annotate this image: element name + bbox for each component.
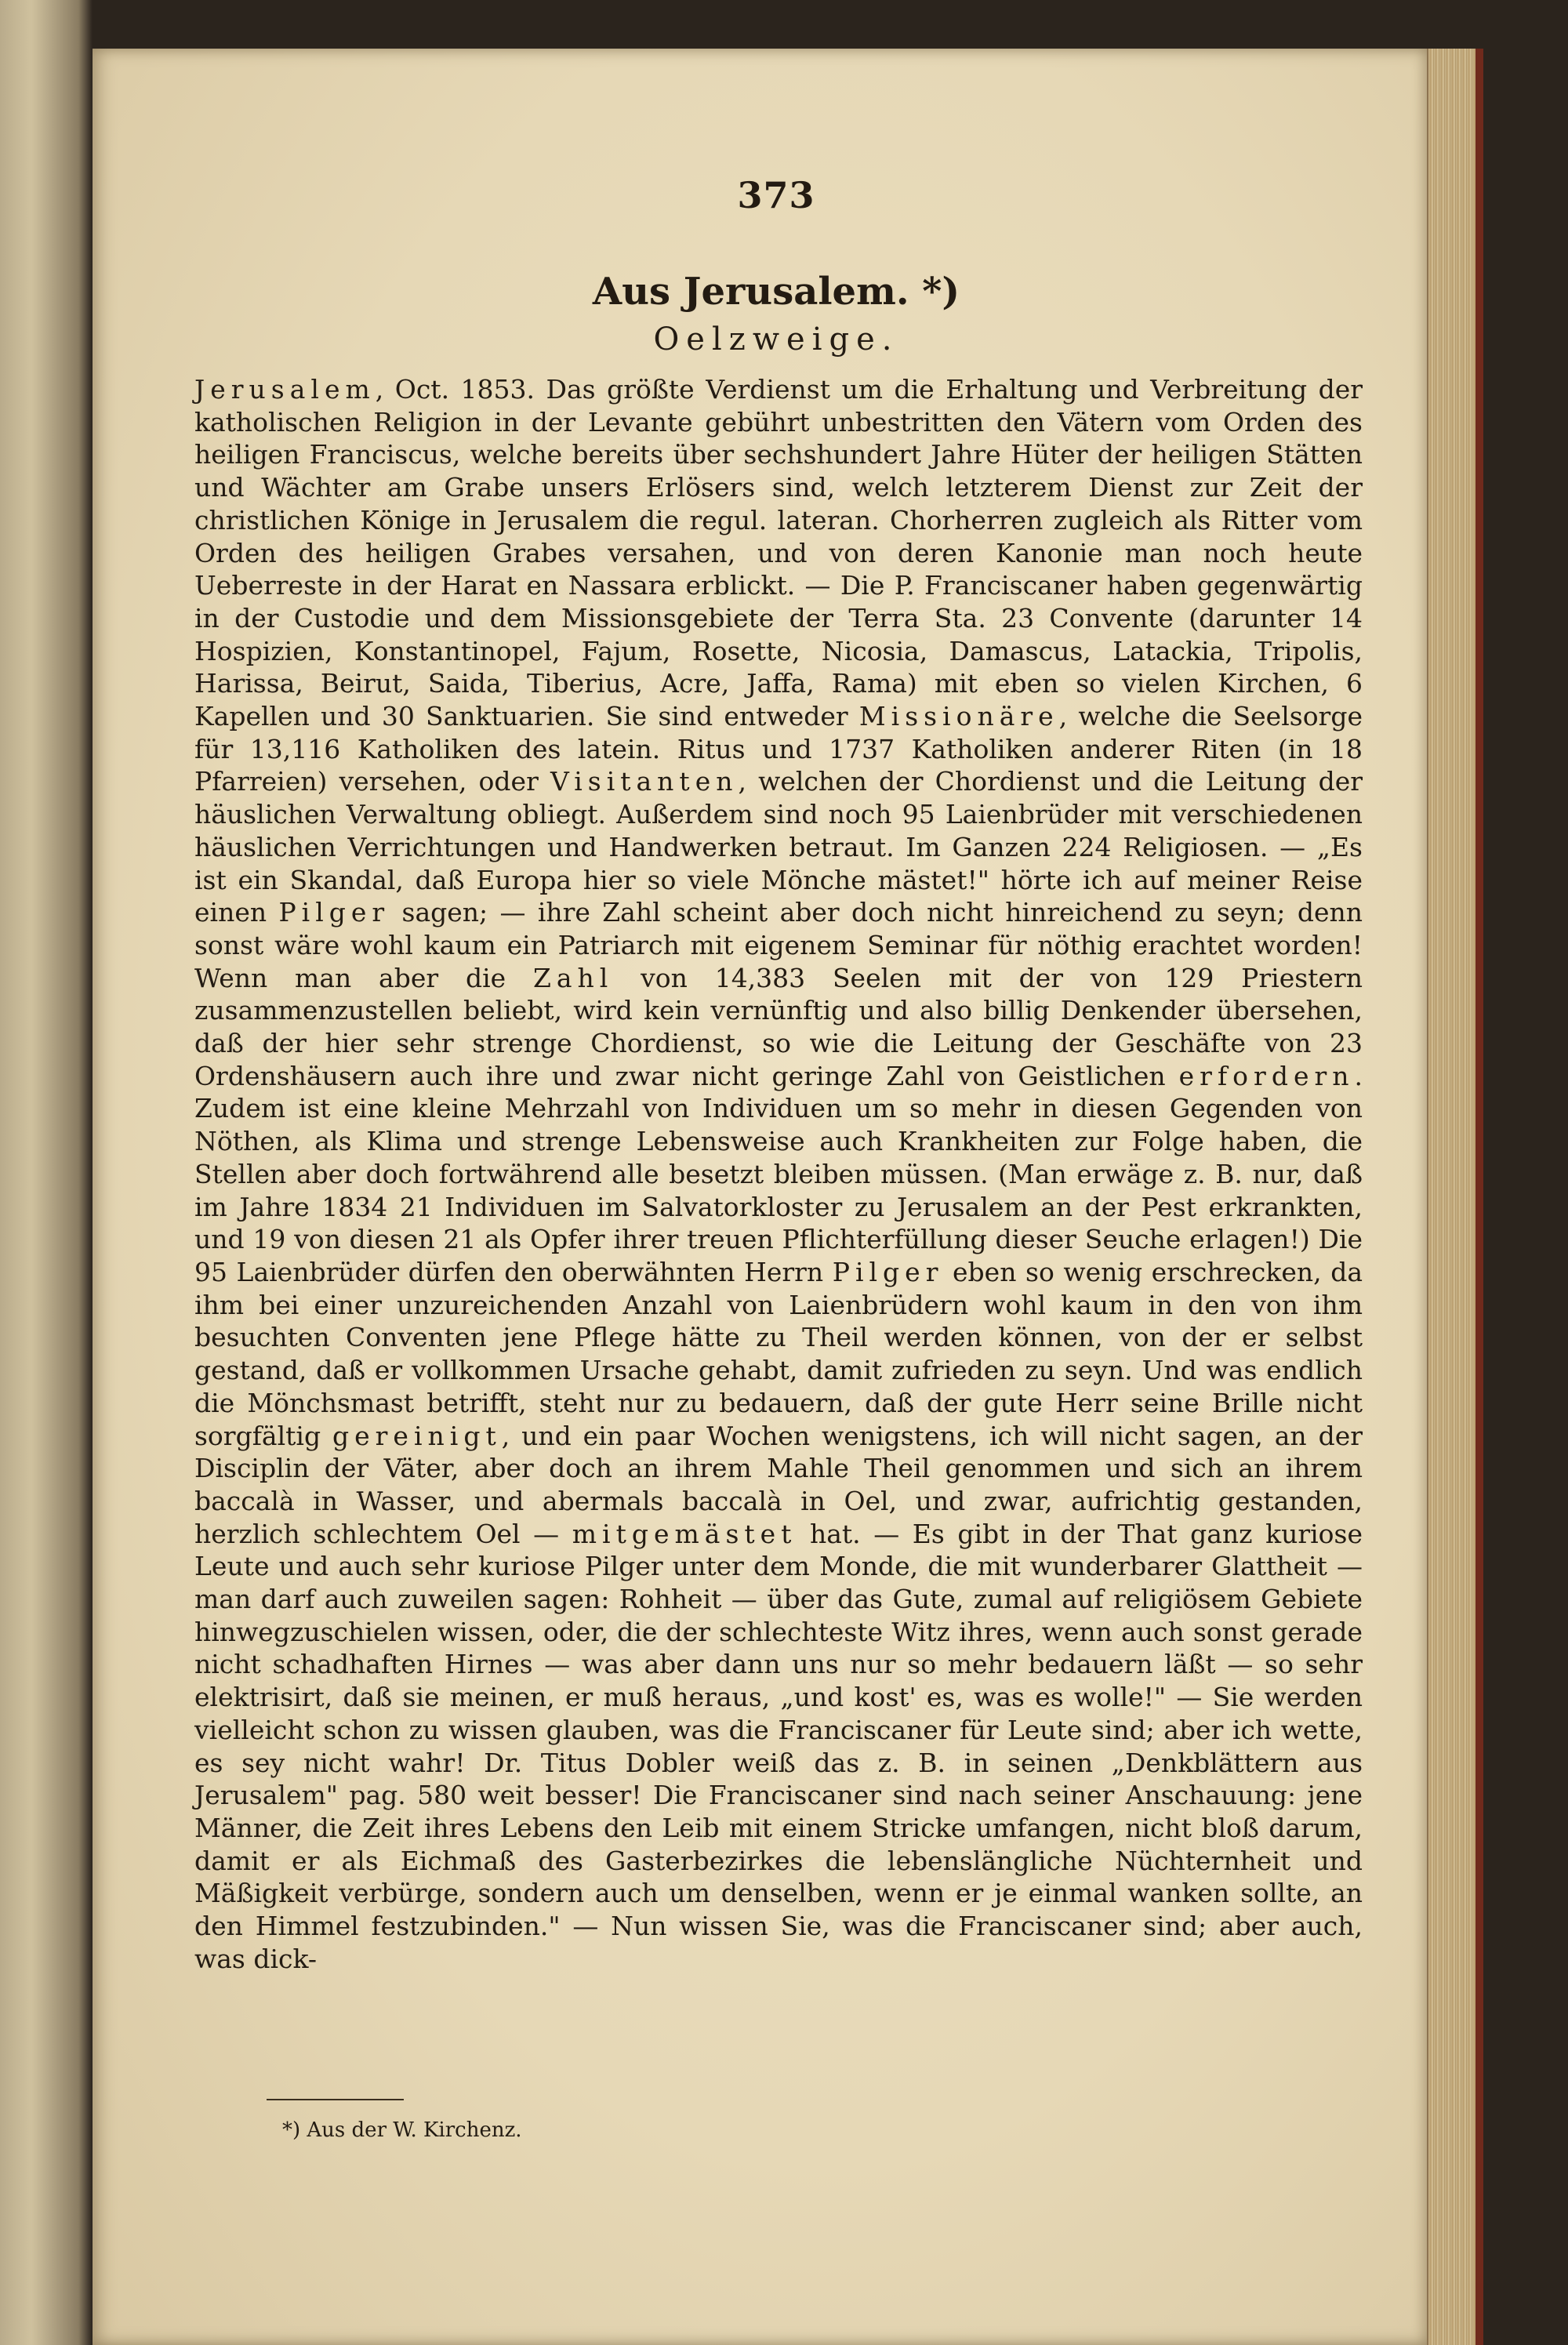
body-segment: . Zudem ist eine kleine Mehrzahl von Individuen um so mehr in diesen Gegenden von Nöthen, als Klima und strenge Lebensweise auch Krankheiten zur Folge haben, die Stellen aber doch fortwährend alle besetzt bleiben müssen. (Man erwäge z. B. nur, daß im Jahre 1834 21 Individuen im Salvatorkloster zu Jerusalem an der Pest erkrankten, und 19 von diesen 21 als Opfer ihrer treuen Pflichterfüllung dieser Seuche erlagen!) Die 95 Laienbrüder dürfen den oberwähnten Herrn [194,1060,1363,1287]
footnote-rule [267,2099,404,2100]
page-number: 373 [737,174,815,216]
body-segment: eben so wenig erschrecken, da ihm bei einer unzureichenden Anzahl von Laienbrüdern wohl kaum in den von ihm besuchten Conventen jene Pflege hätte zu Theil werden können, von der er selbst gestand, daß er vollkommen Ursache gehabt, damit zufrieden zu seyn. Und was endlich die Mönchsmast betrifft, steht nur zu bedauern, daß der gute Herr seine Brille nicht sorgfältig [194,1256,1363,1451]
emphasis-text: erfordern [1178,1060,1355,1091]
emphasis-text: Visitanten [550,766,739,797]
article-subtitle: Oelzweige. [653,321,899,358]
body-segment: , Oct. 1853. Das größte Verdienst um die Erhaltung und Verbreitung der katholischen Religion in der Levante gebührt unbestritten den Vätern vom Orden des heiligen Franciscus, welche bereits über sechshundert Jahre Hüter der heiligen Stätten und Wächter am Grabe unsers Erlösers sind, welch letzterem Dienst zur Zeit der christlichen Könige in Jerusalem die regul. lateran. Chorherren zugleich als Ritter vom Orden des heiligen Grabes versahen, und von deren Kanonie man noch heute Ueberreste in der Harat en Nassara erblickt. — Die P. Franciscaner haben gegenwärtig in der Custodie und dem Missionsgebiete der Terra Sta. 23 Convente (darunter 14 Hospizien, Konstantinopel, Fajum, Rosette, Nicosia, Damascus, Latackia, Tripolis, Harissa, Beirut, Saida, Tiberius, Acre, Jaffa, Rama) mit eben so vielen Kirchen, 6 Kapellen und 30 Sanktuarien. Sie sind entweder [194,374,1363,732]
previous-page-edge [0,0,93,2345]
body-segment: , welchen der Chordienst und die Leitung der häuslichen Verwaltung obliegt. Außerdem sind noch 95 Laienbrüder mit verschiedenen häuslichen Verrichtungen und Handwerken betraut. Im Ganzen 224 Religiosen. — „Es ist ein Skandal, daß Europa hier so viele Mönche mästet!" hörte ich auf meiner Reise einen [194,766,1363,928]
article-title: Aus Jerusalem. *) [592,270,960,314]
emphasis-text: Zahl [532,962,614,993]
body-segment: , und ein paar Wochen wenigstens, ich will nicht sagen, an der Disciplin der Väter, aber doch an ihrem Mahle Theil genommen und sich an ihrem baccalà in Wasser, und abermals baccalà in Oel, und zwar, aufrichtig gestanden, herzlich schlechtem Oel — [194,1420,1363,1549]
page-content [188,174,1364,2142]
emphasis-text: Pilger [278,897,390,928]
page-stack-edge [1427,49,1475,2345]
body-segment: von 14,383 Seelen mit der von 129 Priestern zusammenzustellen beliebt, wird kein vernünftig und also billig Denkender übersehen, daß der hier sehr strenge Chordienst, so wie die Leitung der Geschäfte von 23 Ordenshäusern auch ihre und zwar nicht geringe Zahl von Geistlichen [194,962,1363,1091]
article-body [194,373,1363,1975]
footnote: *) Aus der W. Kirchenz. [282,2118,522,2142]
emphasis-text: mitgemästet [572,1518,797,1549]
body-segment: , welche die Seelsorge für 13,116 Katholiken des latein. Ritus und 1737 Katholiken anderer Riten (in 18 Pfarreien) versehen, oder [194,701,1363,797]
emphasis-text: Pilger [832,1256,944,1287]
body-segment: sagen; — ihre Zahl scheint aber doch nicht hinreichend zu seyn; denn sonst wäre wohl kaum ein Patriarch mit eigenem Seminar für nöthig erachtet worden! Wenn man aber die [194,897,1363,993]
body-segment: hat. — Es gibt in der That ganz kuriose Leute und auch sehr kuriose Pilger unter dem Monde, die mit wunderbarer Glattheit — man darf auch zuweilen sagen: Rohheit — über das Gute, zumal auf religiösem Gebiete hinwegzuschielen wissen, oder, die der schlechteste Witz ihres, wenn auch sonst gerade nicht schadhaften Hirnes — was aber dann uns nur so mehr bedauern läßt — so sehr elektrisirt, daß sie meinen, er muß heraus, „und kost' es, was es wolle!" — Sie werden vielleicht schon zu wissen glauben, was die Franciscaner für Leute sind; aber ich wette, es sey nicht wahr! Dr. Titus Dobler weiß das z. B. in seinen „Denkblättern aus Jerusalem" pag. 580 weit besser! Die Franciscaner sind nach seiner Anschauung: jene Männer, die Zeit ihres Lebens den Leib mit einem Stricke umfangen, nicht bloß darum, damit er als Eichmaß des Gasterbezirkes die lebenslängliche Nüchternheit und Mäßigkeit verbürge, sondern auch um denselben, wenn er je einmal wanken sollte, an den Himmel festzubinden." — Nun wissen Sie, was die Franciscaner sind; aber auch, was dick- [194,1518,1363,1974]
emphasis-text: Missionäre [858,701,1059,732]
emphasis-text: gereinigt [332,1420,502,1451]
dateline: Jerusalem [194,374,376,405]
